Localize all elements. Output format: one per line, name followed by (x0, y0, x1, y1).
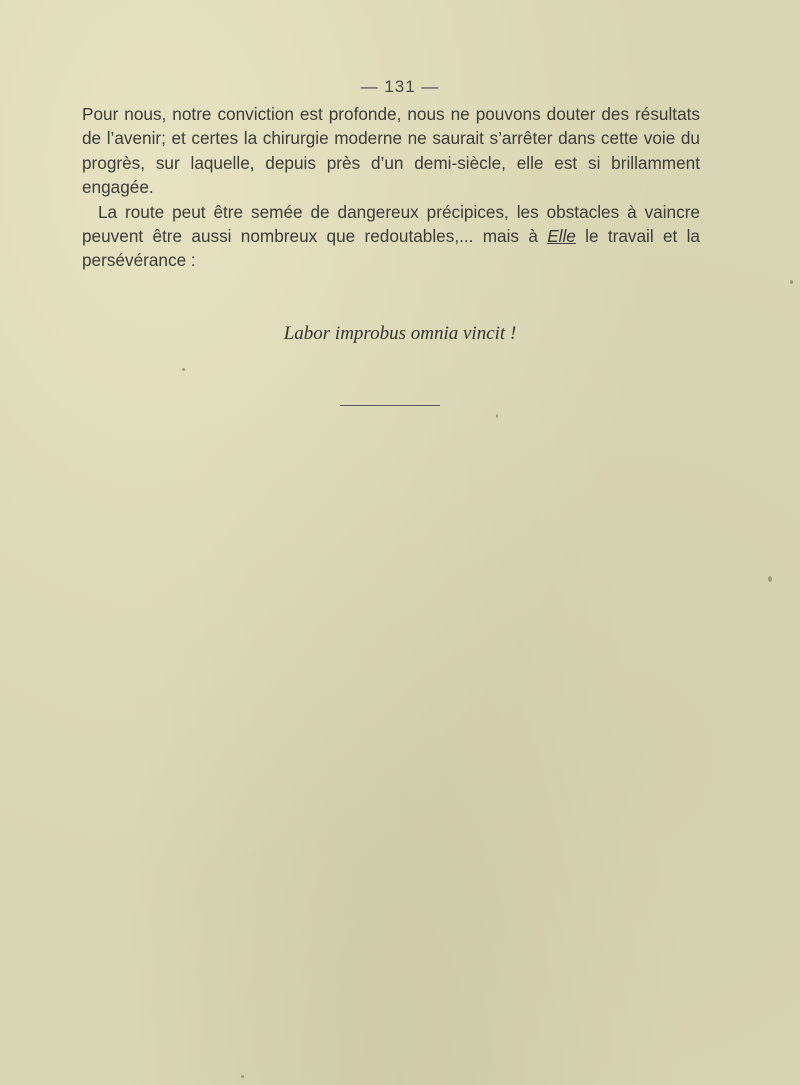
latin-motto: Labor improbus omnia vincit ! (283, 323, 517, 344)
page-number: — 131 — (360, 77, 440, 96)
closing-rule (340, 405, 440, 406)
paper-speck (241, 1075, 244, 1078)
paragraph-conviction: Pour nous, notre conviction est profonde, nous ne pouvons douter des résultats de l’avenir; et certes la chirurgie moderne ne saurait s’arrêter dans cette voie du progrès, sur laquelle, depuis près d’un demi-siècle, elle est si brillamment engagée. (82, 104, 700, 198)
paragraph-perseverance-before: La route peut être semée de dangereux précipices, les obstacles à vaincre peuvent être aussi nombreux que redoutables,... mais à (82, 201, 700, 247)
paper-speck (790, 280, 793, 284)
paper-speck (768, 576, 772, 582)
paragraph-perseverance-after: le travail et la persévérance : (82, 226, 700, 271)
body-text (82, 102, 700, 273)
emphasis-elle: Elle (547, 226, 576, 247)
paragraph-perseverance (82, 200, 700, 273)
paper-speck (496, 414, 498, 418)
paper-speck (182, 368, 185, 371)
